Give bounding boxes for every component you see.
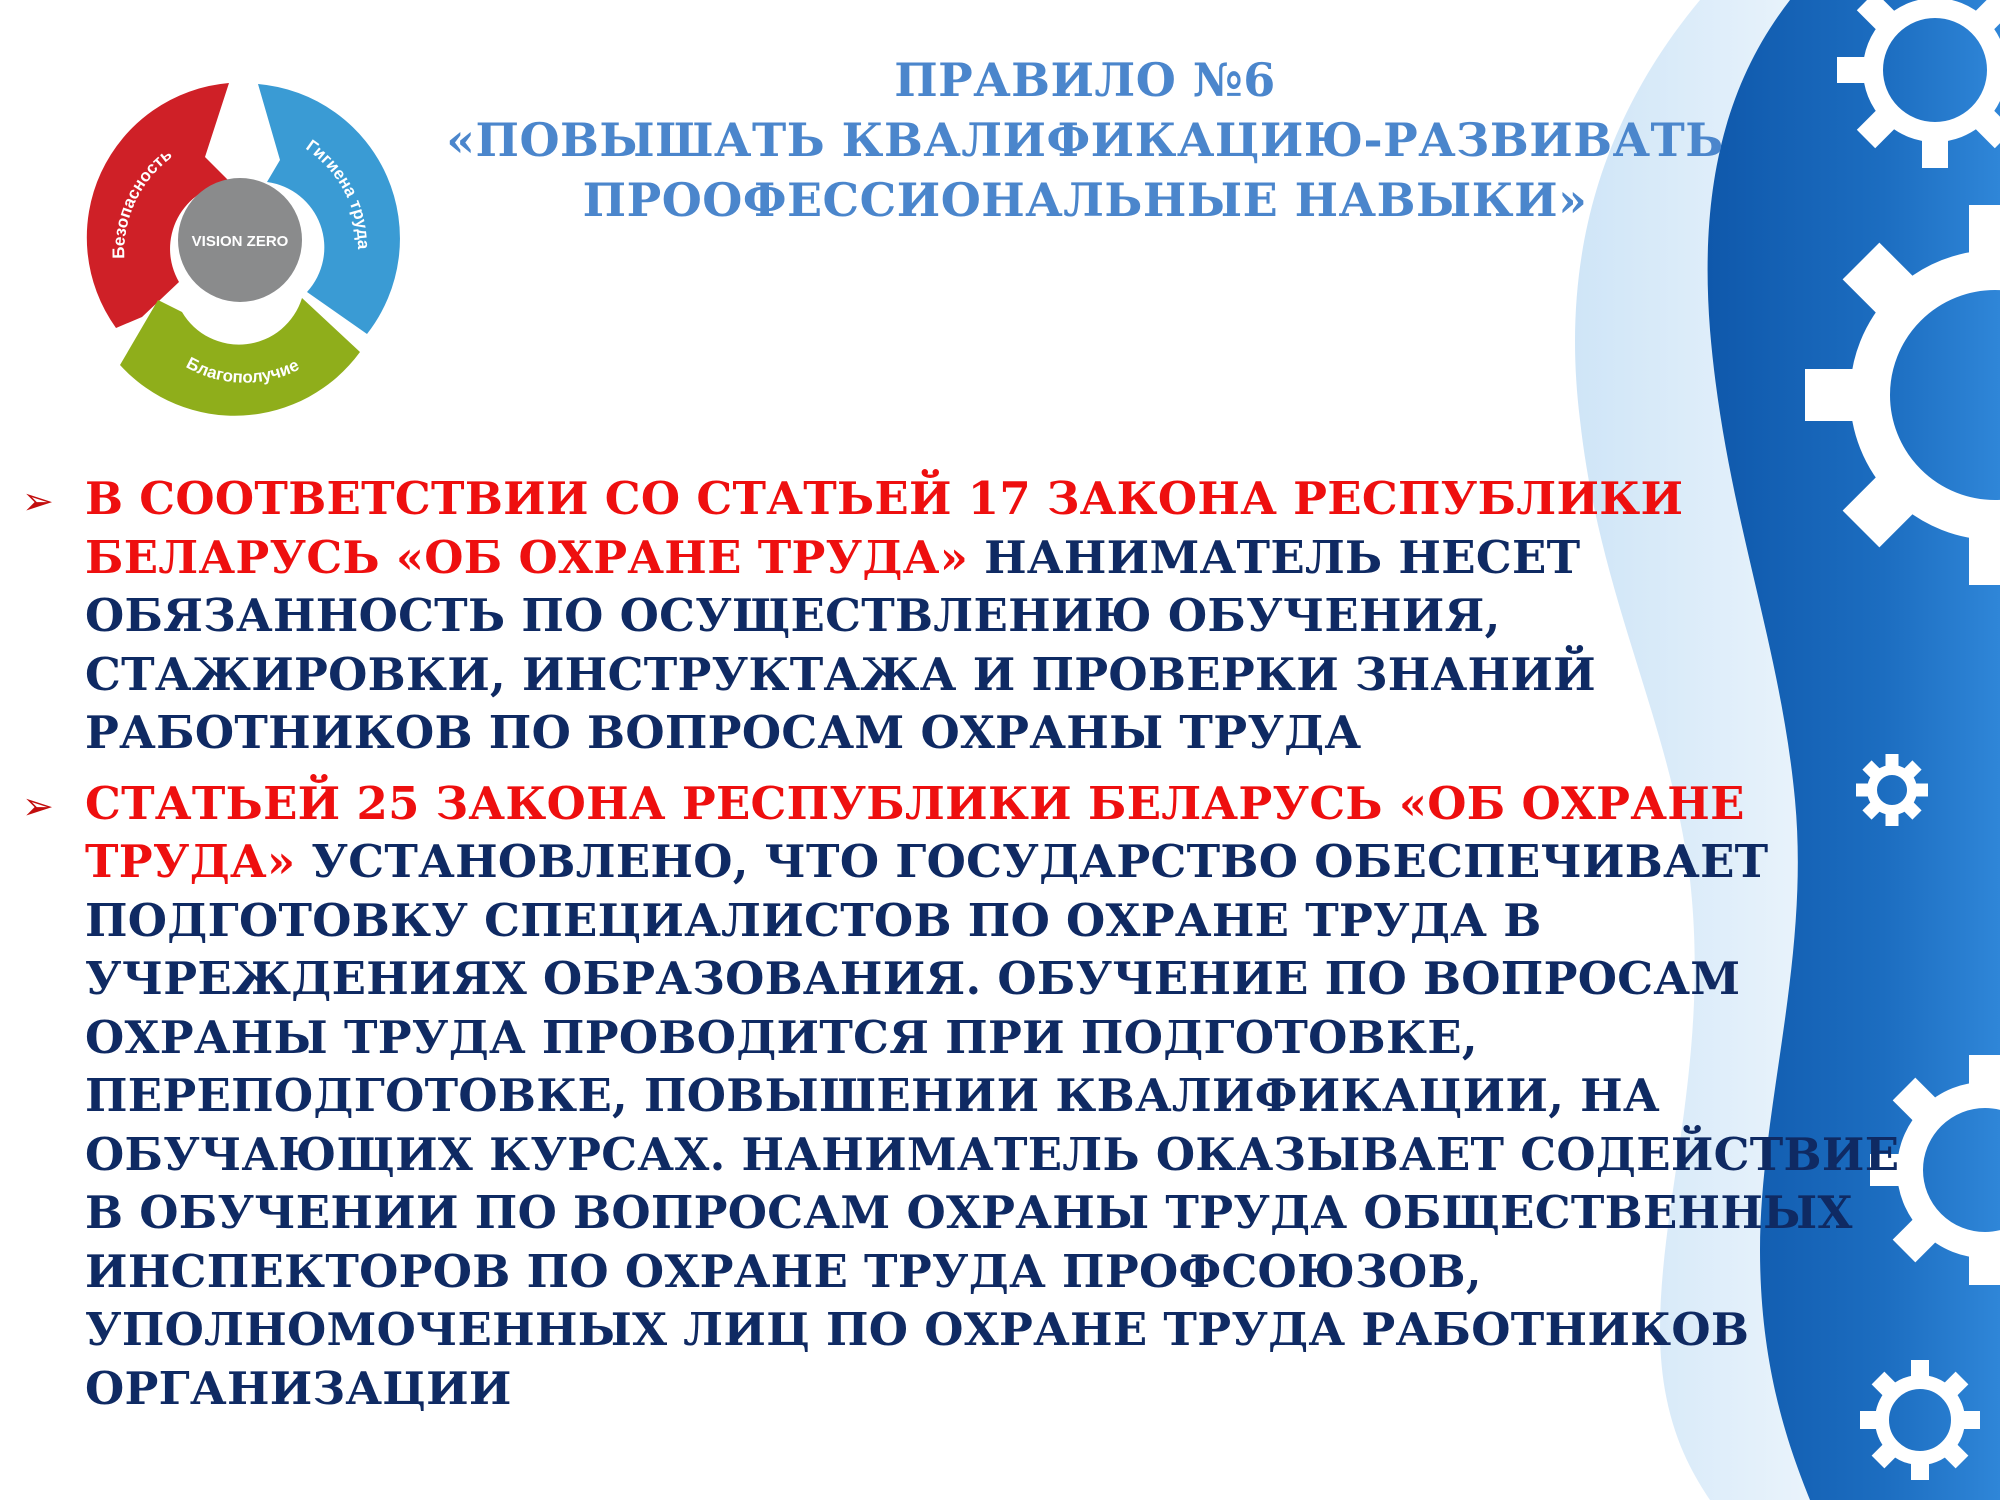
bullet-line: УПОЛНОМОЧЕННЫХ ЛИЦ ПО ОХРАНЕ ТРУДА РАБОТНИКОВ	[85, 1303, 1750, 1356]
bullet-line: ОХРАНЫ ТРУДА ПРОВОДИТСЯ ПРИ ПОДГОТОВКЕ,	[85, 1010, 1478, 1064]
vision-zero-logo	[62, 62, 422, 422]
logo-segment-wellbeing-label: Благополучие	[183, 353, 302, 387]
bullet-line: ПОДГОТОВКУ СПЕЦИАЛИСТОВ ПО ОХРАНЕ ТРУДА В	[85, 893, 1542, 947]
bullet-line: СТАТЬЕЙ 25 ЗАКОНА РЕСПУБЛИКИ БЕЛАРУСЬ «ОБ ОХРАНЕ	[85, 776, 1745, 830]
page-title	[430, 50, 1740, 230]
bullet-text: УСТАНОВЛЕНО, ЧТО ГОСУДАРСТВО ОБЕСПЕЧИВАЕТ	[295, 835, 1769, 888]
title-line-3: ПРООФЕССИОНАЛЬНЫЕ НАВЫКИ»	[582, 173, 1588, 227]
arrow-bullet-icon: ➢	[22, 479, 54, 523]
bullet-line: В ОБУЧЕНИИ ПО ВОПРОСАМ ОХРАНЫ ТРУДА ОБЩЕСТВЕННЫХ	[85, 1186, 1853, 1239]
bullet-text: НАНИМАТЕЛЬ НЕСЕТ	[968, 530, 1581, 584]
bullet-item	[22, 775, 1902, 1419]
arrow-bullet-icon: ➢	[22, 783, 54, 828]
bullet-line	[85, 529, 1902, 588]
title-line-1: ПРАВИЛО №6	[894, 53, 1276, 107]
logo-segment-safety-label: Безопасность	[109, 144, 176, 259]
bullet-line: В СООТВЕТСТВИИ СО СТАТЬЕЙ 17 ЗАКОНА РЕСПУБЛИКИ	[85, 472, 1684, 525]
bullet-line: ОБЯЗАННОСТЬ ПО ОСУЩЕСТВЛЕНИЮ ОБУЧЕНИЯ,	[85, 589, 1501, 642]
logo-segment-wellbeing	[120, 298, 360, 416]
bullet-line: УЧРЕЖДЕНИЯХ ОБРАЗОВАНИЯ. ОБУЧЕНИЕ ПО ВОПРОСАМ	[85, 952, 1741, 1005]
bullet-line: ПЕРЕПОДГОТОВКЕ, ПОВЫШЕНИИ КВАЛИФИКАЦИИ, НА	[85, 1069, 1660, 1122]
bullet-list	[22, 470, 1902, 1418]
logo-center-label: VISION ZERO	[191, 233, 289, 250]
title-line-2: «ПОВЫШАТЬ КВАЛИФИКАЦИЮ-РАЗВИВАТЬ	[446, 113, 1724, 167]
bullet-item	[22, 470, 1902, 763]
bullet-highlight: ТРУДА»	[85, 835, 296, 888]
bullet-line: РАБОТНИКОВ ПО ВОПРОСАМ ОХРАНЫ ТРУДА	[85, 706, 1362, 759]
bullet-line: СТАЖИРОВКИ, ИНСТРУКТАЖА И ПРОВЕРКИ ЗНАНИЙ	[85, 647, 1596, 701]
bullet-line: ИНСПЕКТОРОВ ПО ОХРАНЕ ТРУДА ПРОФСОЮЗОВ,	[85, 1244, 1482, 1298]
bullet-line: ОБУЧАЮЩИХ КУРСАХ. НАНИМАТЕЛЬ ОКАЗЫВАЕТ СОДЕЙСТВИЕ	[85, 1127, 1900, 1181]
bullet-highlight: БЕЛАРУСЬ «ОБ ОХРАНЕ ТРУДА»	[85, 530, 969, 584]
bullet-line	[85, 833, 1902, 892]
logo-segment-hygiene-label: Гигиена труда	[302, 136, 374, 250]
bullet-line: ОРГАНИЗАЦИИ	[85, 1361, 512, 1415]
